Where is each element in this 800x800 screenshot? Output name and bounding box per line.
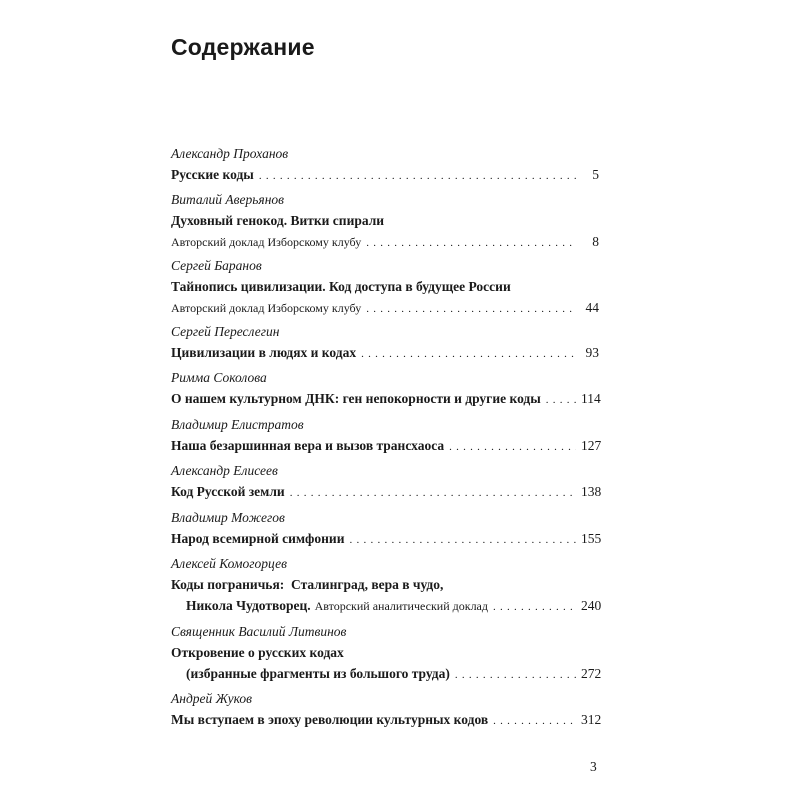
toc-line[interactable] <box>171 276 599 297</box>
entry-title: Народ всемирной симфонии <box>171 531 345 546</box>
entry-author: Александр Проханов <box>171 146 289 161</box>
entry-author: Алексей Комогорцев <box>171 556 287 571</box>
toc-entry <box>171 622 602 684</box>
entry-page: 272 <box>581 666 602 681</box>
toc-line[interactable] <box>171 709 602 730</box>
entry-title: Тайнопись цивилизации. Код доступа в будущее России <box>171 279 511 294</box>
entry-page: 155 <box>581 531 602 546</box>
dot-leader <box>259 166 576 187</box>
toc-line[interactable] <box>171 528 602 549</box>
dot-leader <box>493 597 576 618</box>
entry-title: Коды пограничья: Сталинград, вера в чудо, <box>171 577 444 592</box>
entry-page: 5 <box>592 167 599 182</box>
entry-title: О нашем культурном ДНК: ген непокорности и другие коды <box>171 391 541 406</box>
entry-page: 44 <box>585 300 599 315</box>
toc-entry <box>171 190 599 252</box>
entry-author: Священник Василий Литвинов <box>171 624 347 639</box>
dot-leader <box>455 665 576 686</box>
dot-leader <box>349 530 576 551</box>
entry-title-continued: (избранные фрагменты из большого труда) <box>186 666 450 681</box>
entry-subtitle: Авторский доклад Изборскому клубу <box>171 235 362 249</box>
toc-entry <box>171 415 602 456</box>
entry-title: Код Русской земли <box>171 484 285 499</box>
entry-author: Владимир Можегов <box>171 510 285 525</box>
toc-entry <box>171 368 599 409</box>
dot-leader <box>361 344 576 365</box>
dot-leader <box>366 233 576 254</box>
toc-line[interactable] <box>171 231 599 252</box>
entry-subtitle: Авторский аналитический доклад <box>314 599 488 613</box>
dot-leader <box>290 483 576 504</box>
page-title: Содержание <box>171 34 315 60</box>
toc-entry <box>171 322 599 363</box>
toc-line[interactable] <box>171 574 599 595</box>
toc-entry <box>171 461 602 502</box>
entry-page: 240 <box>581 598 602 613</box>
dot-leader <box>493 711 576 732</box>
toc-line[interactable] <box>171 435 602 456</box>
entry-author: Сергей Переслегин <box>171 324 280 339</box>
dot-leader <box>449 437 576 458</box>
entry-title: Мы вступаем в эпоху революции культурных кодов <box>171 712 489 727</box>
toc-line[interactable] <box>171 388 599 409</box>
dot-leader <box>366 299 576 320</box>
toc-entry <box>171 508 602 549</box>
toc-line[interactable] <box>171 642 599 663</box>
page-number: 3 <box>590 759 597 774</box>
toc-entry <box>171 689 602 730</box>
entry-subtitle: Авторский доклад Изборскому клубу <box>171 301 362 315</box>
toc-line[interactable] <box>171 210 599 231</box>
entry-title: Цивилизации в людях и кодах <box>171 345 357 360</box>
dot-leader <box>546 390 576 411</box>
toc-line[interactable] <box>171 663 602 684</box>
toc-line[interactable] <box>171 164 599 185</box>
entry-author: Александр Елисеев <box>171 463 278 478</box>
toc-entry <box>171 256 599 318</box>
entry-title: Духовный генокод. Витки спирали <box>171 213 385 228</box>
entry-title-continued: Никола Чудотворец. <box>186 598 311 613</box>
entry-author: Виталий Аверьянов <box>171 192 284 207</box>
toc-line[interactable] <box>171 297 599 318</box>
entry-author: Римма Соколова <box>171 370 267 385</box>
toc-line[interactable] <box>171 342 599 363</box>
toc-line[interactable] <box>171 481 602 502</box>
toc-line[interactable] <box>171 595 602 616</box>
entry-author: Владимир Елистратов <box>171 417 304 432</box>
entry-author: Сергей Баранов <box>171 258 262 273</box>
entry-author: Андрей Жуков <box>171 691 253 706</box>
entry-page: 93 <box>585 345 599 360</box>
entry-title: Русские коды <box>171 167 254 182</box>
toc-entry <box>171 144 599 185</box>
entry-page: 114 <box>581 391 601 406</box>
entry-page: 312 <box>581 712 602 727</box>
entry-page: 127 <box>581 438 602 453</box>
entry-title: Откровение о русских кодах <box>171 645 344 660</box>
entry-page: 8 <box>592 234 599 249</box>
entry-page: 138 <box>581 484 602 499</box>
toc-entry <box>171 554 602 616</box>
entry-title: Наша безаршинная вера и вызов трансхаоса <box>171 438 445 453</box>
